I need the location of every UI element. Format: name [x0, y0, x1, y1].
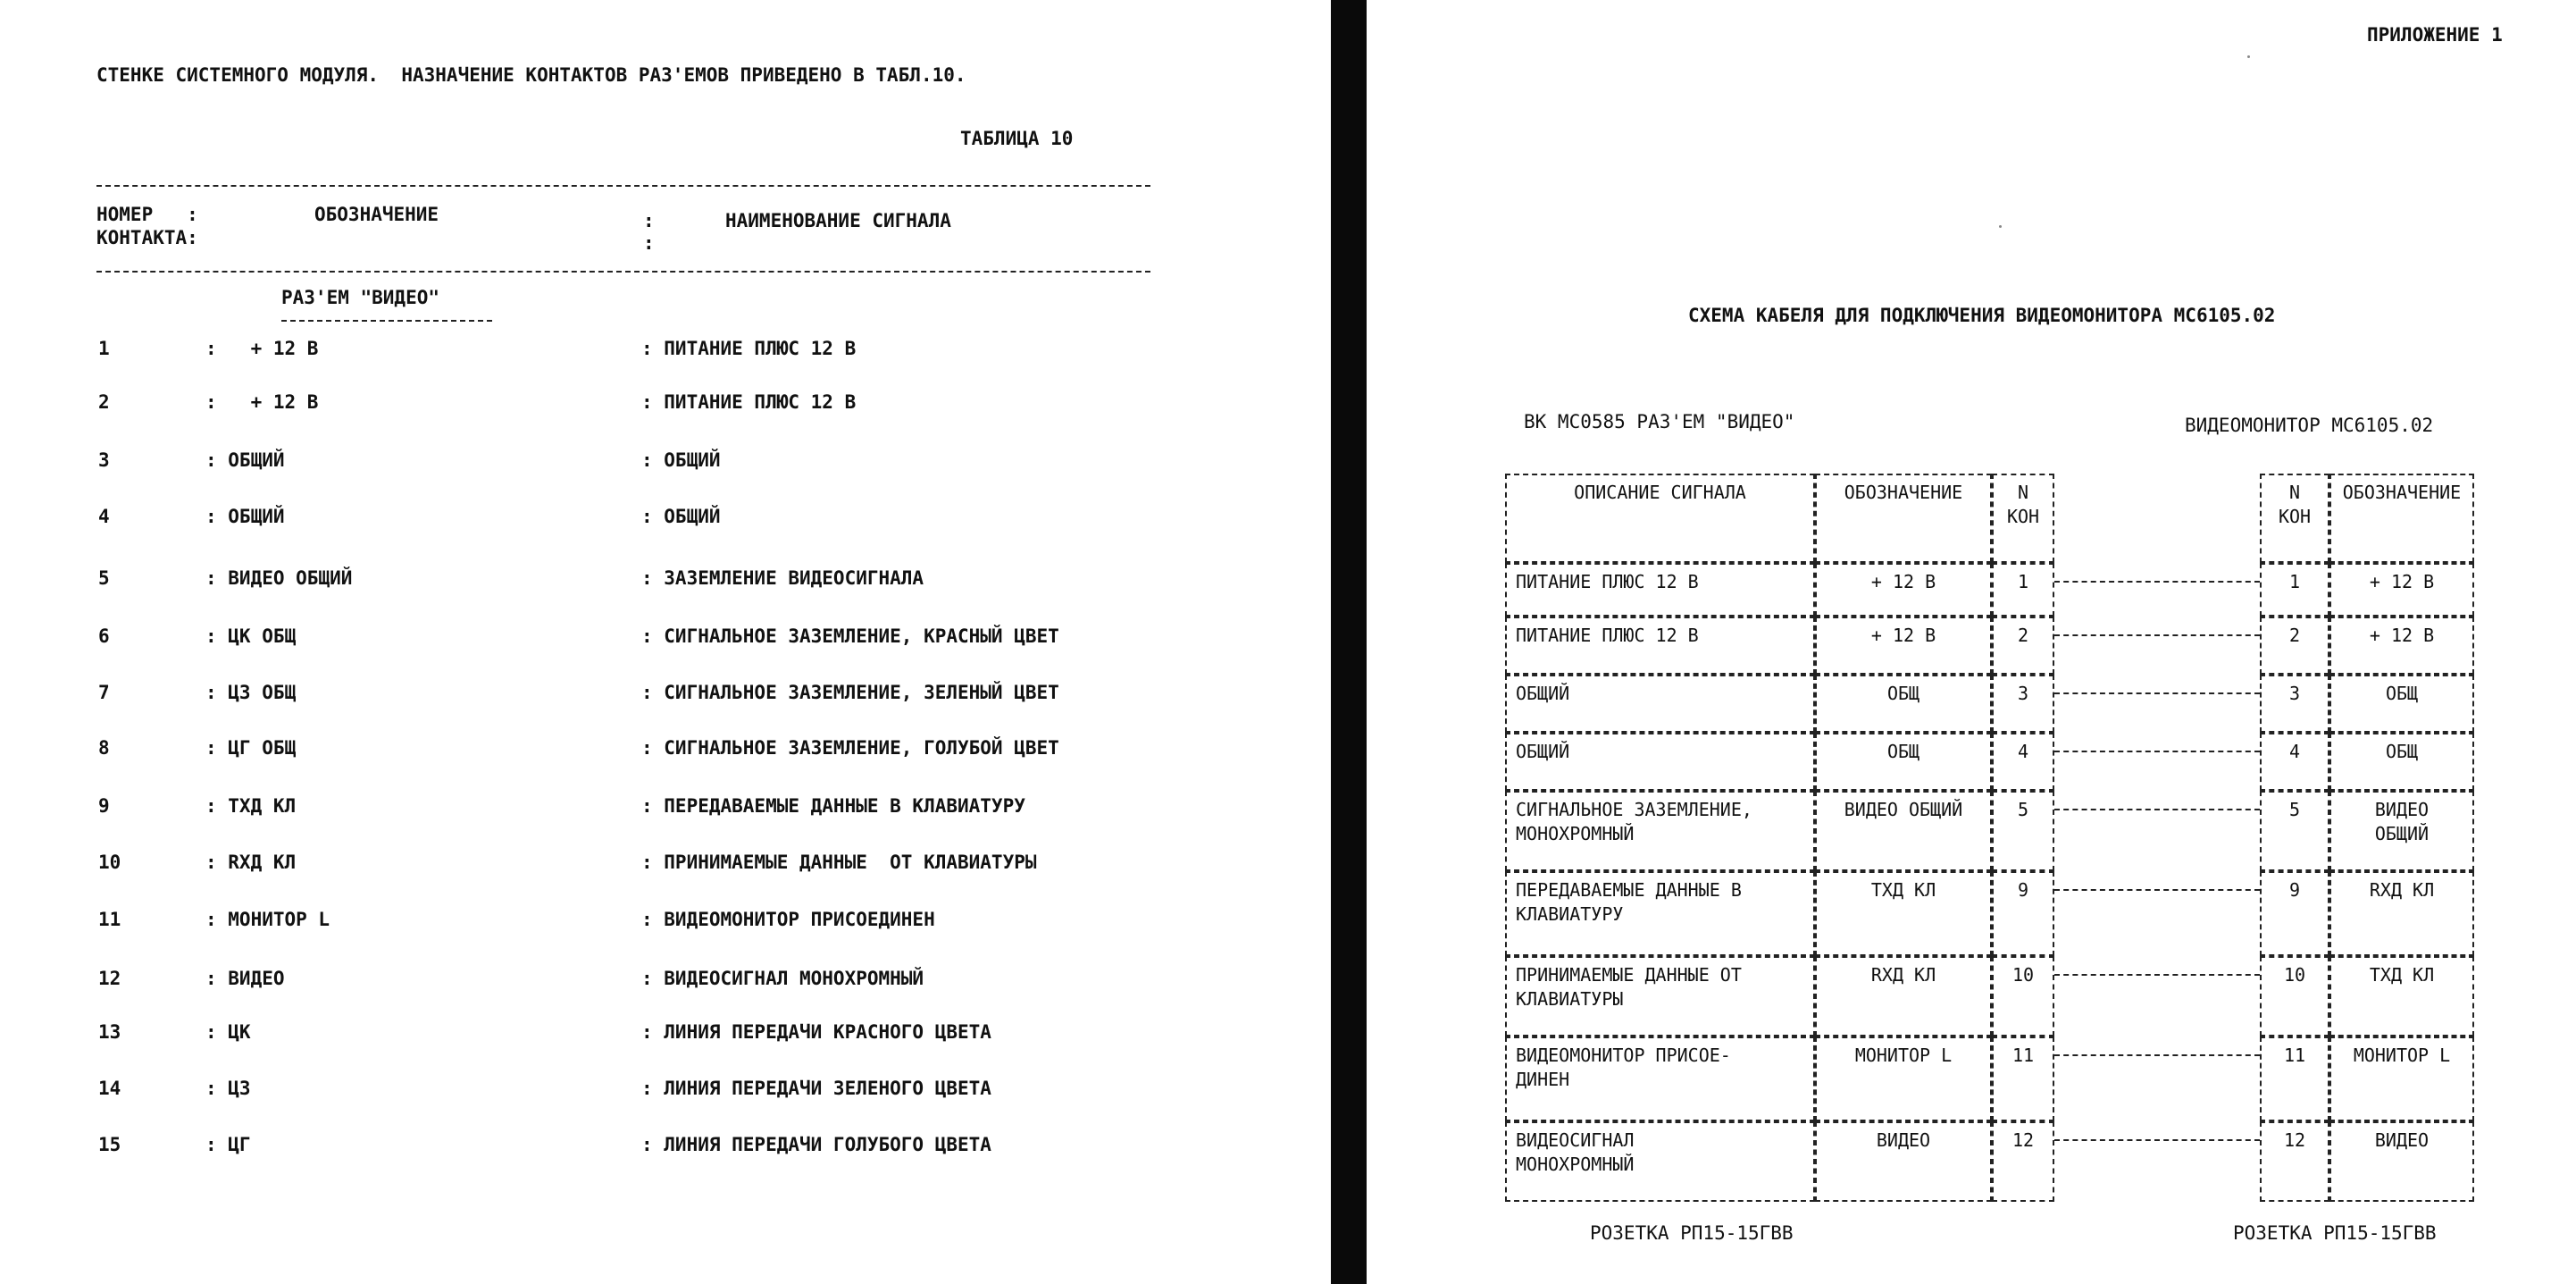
contact-designation: : ЦК ОБЩ	[205, 625, 297, 647]
contact-signal: : ПИТАНИЕ ПЛЮС 12 В	[641, 338, 857, 359]
right-socket-caption: РОЗЕТКА РП15-15ГВВ	[2233, 1222, 2437, 1244]
contact-signal: : СИГНАЛЬНОЕ ЗАЗЕМЛЕНИЕ, КРАСНЫЙ ЦВЕТ	[641, 625, 1059, 647]
monitor-pin-number: 11	[2260, 1036, 2329, 1121]
contact-number: 7	[98, 682, 110, 703]
cable-wire	[2054, 692, 2260, 694]
table-label: ТАБЛИЦА 10	[960, 128, 1074, 149]
binding-edge	[1331, 0, 1367, 1284]
monitor-pin-number: 3	[2260, 675, 2329, 733]
cable-signal-description: ПИТАНИЕ ПЛЮС 12 В	[1505, 563, 1815, 617]
contact-designation: : ТХД КЛ	[205, 795, 297, 817]
contact-number: 13	[98, 1021, 121, 1043]
cable-wire	[2054, 581, 2260, 583]
monitor-designation: ТХД КЛ	[2329, 956, 2474, 1036]
contact-signal: : СИГНАЛЬНОЕ ЗАЗЕМЛЕНИЕ, ЗЕЛЕНЫЙ ЦВЕТ	[641, 682, 1059, 703]
cable-signal-description: ОБЩИЙ	[1505, 733, 1815, 791]
monitor-pin-number: 5	[2260, 791, 2329, 871]
connector-title-underline	[281, 320, 492, 322]
monitor-designation: ВИДЕО ОБЩИЙ	[2329, 791, 2474, 871]
header-divider-top	[96, 185, 1150, 187]
cable-designation: + 12 В	[1815, 617, 1992, 675]
cable-pin-number: 12	[1992, 1121, 2054, 1202]
cable-pin-number: 2	[1992, 617, 2054, 675]
contact-designation: : ВИДЕО ОБЩИЙ	[205, 567, 353, 589]
contact-signal: : ВИДЕОСИГНАЛ МОНОХРОМНЫЙ	[641, 968, 924, 989]
header-monitor-pin-number: N КОН	[2260, 474, 2329, 563]
contact-designation: : + 12 В	[205, 391, 319, 413]
monitor-designation: ВИДЕО	[2329, 1121, 2474, 1202]
contact-signal: : ПЕРЕДАВАЕМЫЕ ДАННЫЕ В КЛАВИАТУРУ	[641, 795, 1025, 817]
cable-pin-number: 10	[1992, 956, 2054, 1036]
cable-signal-description: ПИТАНИЕ ПЛЮС 12 В	[1505, 617, 1815, 675]
contact-designation: : ЦЗ	[205, 1078, 251, 1099]
cable-signal-description: ПРИНИМАЕМЫЕ ДАННЫЕ ОТ КЛАВИАТУРЫ	[1505, 956, 1815, 1036]
header-monitor-designation: ОБОЗНАЧЕНИЕ	[2329, 474, 2474, 563]
contact-number: 14	[98, 1078, 121, 1099]
cable-wire	[2054, 809, 2260, 810]
monitor-designation: ОБЩ	[2329, 733, 2474, 791]
appendix-label: ПРИЛОЖЕНИЕ 1	[2367, 24, 2503, 46]
speck	[2247, 55, 2250, 58]
cable-designation: ОБЩ	[1815, 675, 1992, 733]
header-signal: НАИМЕНОВАНИЕ СИГНАЛА	[725, 210, 951, 231]
cable-designation: ВИДЕО	[1815, 1121, 1992, 1202]
cable-pin-number: 1	[1992, 563, 2054, 617]
cable-pin-number: 5	[1992, 791, 2054, 871]
contact-designation: : ОБЩИЙ	[205, 449, 285, 471]
header-divider-bottom	[96, 271, 1150, 273]
header-number-line2: КОНТАКТА:	[96, 227, 198, 248]
contact-number: 8	[98, 737, 110, 759]
contact-designation: : ОБЩИЙ	[205, 506, 285, 527]
contact-designation: : МОНИТОР L	[205, 909, 330, 930]
cable-wire	[2054, 634, 2260, 636]
cable-pin-number: 11	[1992, 1036, 2054, 1121]
contact-number: 5	[98, 567, 110, 589]
cable-wire	[2054, 1054, 2260, 1056]
cable-wire	[2054, 1139, 2260, 1141]
contact-signal: : ЛИНИЯ ПЕРЕДАЧИ ЗЕЛЕНОГО ЦВЕТА	[641, 1078, 991, 1099]
contact-signal: : ЗАЗЕМЛЕНИЕ ВИДЕОСИГНАЛА	[641, 567, 924, 589]
cable-signal-description: СИГНАЛЬНОЕ ЗАЗЕМЛЕНИЕ, МОНОХРОМНЫЙ	[1505, 791, 1815, 871]
cable-designation: ОБЩ	[1815, 733, 1992, 791]
right-page	[1367, 0, 2576, 1284]
intro-text: СТЕНКЕ СИСТЕМНОГО МОДУЛЯ. НАЗНАЧЕНИЕ КОНТАКТОВ РАЗ'ЕМОВ ПРИВЕДЕНО В ТАБЛ.10.	[96, 64, 966, 86]
cable-designation: RXД КЛ	[1815, 956, 1992, 1036]
contact-designation: : + 12 В	[205, 338, 319, 359]
cable-wire	[2054, 889, 2260, 891]
monitor-pin-number: 4	[2260, 733, 2329, 791]
contact-designation: : ЦГ ОБЩ	[205, 737, 297, 759]
contact-signal: : ЛИНИЯ ПЕРЕДАЧИ ГОЛУБОГО ЦВЕТА	[641, 1134, 991, 1155]
header-pin-number: N КОН	[1992, 474, 2054, 563]
connector-title: РАЗ'ЕМ "ВИДЕО"	[281, 287, 440, 308]
contact-signal: : ВИДЕОМОНИТОР ПРИСОЕДИНЕН	[641, 909, 935, 930]
contact-number: 4	[98, 506, 110, 527]
cable-wire	[2054, 751, 2260, 752]
contact-designation: : ЦЗ ОБЩ	[205, 682, 297, 703]
cable-pin-number: 9	[1992, 871, 2054, 956]
cable-signal-description: ВИДЕОМОНИТОР ПРИСОЕ- ДИНЕН	[1505, 1036, 1815, 1121]
contact-signal: : ОБЩИЙ	[641, 449, 721, 471]
cable-diagram-title: СХЕМА КАБЕЛЯ ДЛЯ ПОДКЛЮЧЕНИЯ ВИДЕОМОНИТОРА МС6105.02	[1688, 305, 2276, 326]
header-designation: ОБОЗНАЧЕНИЕ	[314, 204, 439, 225]
speck	[1999, 225, 2002, 228]
contact-number: 9	[98, 795, 110, 817]
cable-signal-description: ОБЩИЙ	[1505, 675, 1815, 733]
left-connector-caption: ВК МС0585 РАЗ'ЕМ "ВИДЕО"	[1524, 411, 1795, 432]
header-separator-2: :	[643, 232, 655, 254]
contact-designation: : ЦК	[205, 1021, 251, 1043]
header-number-line1: НОМЕР :	[96, 204, 198, 225]
monitor-pin-number: 10	[2260, 956, 2329, 1036]
left-socket-caption: РОЗЕТКА РП15-15ГВВ	[1590, 1222, 1794, 1244]
contact-signal: : ЛИНИЯ ПЕРЕДАЧИ КРАСНОГО ЦВЕТА	[641, 1021, 991, 1043]
contact-designation: : RXД КЛ	[205, 852, 297, 873]
cable-pin-number: 3	[1992, 675, 2054, 733]
contact-number: 11	[98, 909, 121, 930]
cable-designation: ТХД КЛ	[1815, 871, 1992, 956]
cable-signal-description: ПЕРЕДАВАЕМЫЕ ДАННЫЕ В КЛАВИАТУРУ	[1505, 871, 1815, 956]
monitor-pin-number: 2	[2260, 617, 2329, 675]
monitor-pin-number: 9	[2260, 871, 2329, 956]
cable-wire	[2054, 974, 2260, 976]
contact-signal: : ОБЩИЙ	[641, 506, 721, 527]
contact-designation: : ВИДЕО	[205, 968, 285, 989]
contact-signal: : СИГНАЛЬНОЕ ЗАЗЕМЛЕНИЕ, ГОЛУБОЙ ЦВЕТ	[641, 737, 1059, 759]
contact-signal: : ПИТАНИЕ ПЛЮС 12 В	[641, 391, 857, 413]
cable-signal-description: ВИДЕОСИГНАЛ МОНОХРОМНЫЙ	[1505, 1121, 1815, 1202]
header-designation: ОБОЗНАЧЕНИЕ	[1815, 474, 1992, 563]
cable-designation: МОНИТОР L	[1815, 1036, 1992, 1121]
monitor-designation: + 12 В	[2329, 563, 2474, 617]
contact-number: 3	[98, 449, 110, 471]
contact-number: 2	[98, 391, 110, 413]
contact-number: 12	[98, 968, 121, 989]
cable-designation: ВИДЕО ОБЩИЙ	[1815, 791, 1992, 871]
contact-number: 15	[98, 1134, 121, 1155]
contact-signal: : ПРИНИМАЕМЫЕ ДАННЫЕ ОТ КЛАВИАТУРЫ	[641, 852, 1037, 873]
header-separator-1: :	[643, 210, 655, 231]
contact-number: 6	[98, 625, 110, 647]
monitor-pin-number: 12	[2260, 1121, 2329, 1202]
contact-number: 1	[98, 338, 110, 359]
monitor-designation: + 12 В	[2329, 617, 2474, 675]
cable-pin-number: 4	[1992, 733, 2054, 791]
monitor-pin-number: 1	[2260, 563, 2329, 617]
monitor-designation: RXД КЛ	[2329, 871, 2474, 956]
monitor-designation: МОНИТОР L	[2329, 1036, 2474, 1121]
monitor-designation: ОБЩ	[2329, 675, 2474, 733]
contact-designation: : ЦГ	[205, 1134, 251, 1155]
right-connector-caption: ВИДЕОМОНИТОР МС6105.02	[2185, 415, 2434, 436]
header-signal-description: ОПИСАНИЕ СИГНАЛА	[1505, 474, 1815, 563]
contact-number: 10	[98, 852, 121, 873]
cable-designation: + 12 В	[1815, 563, 1992, 617]
